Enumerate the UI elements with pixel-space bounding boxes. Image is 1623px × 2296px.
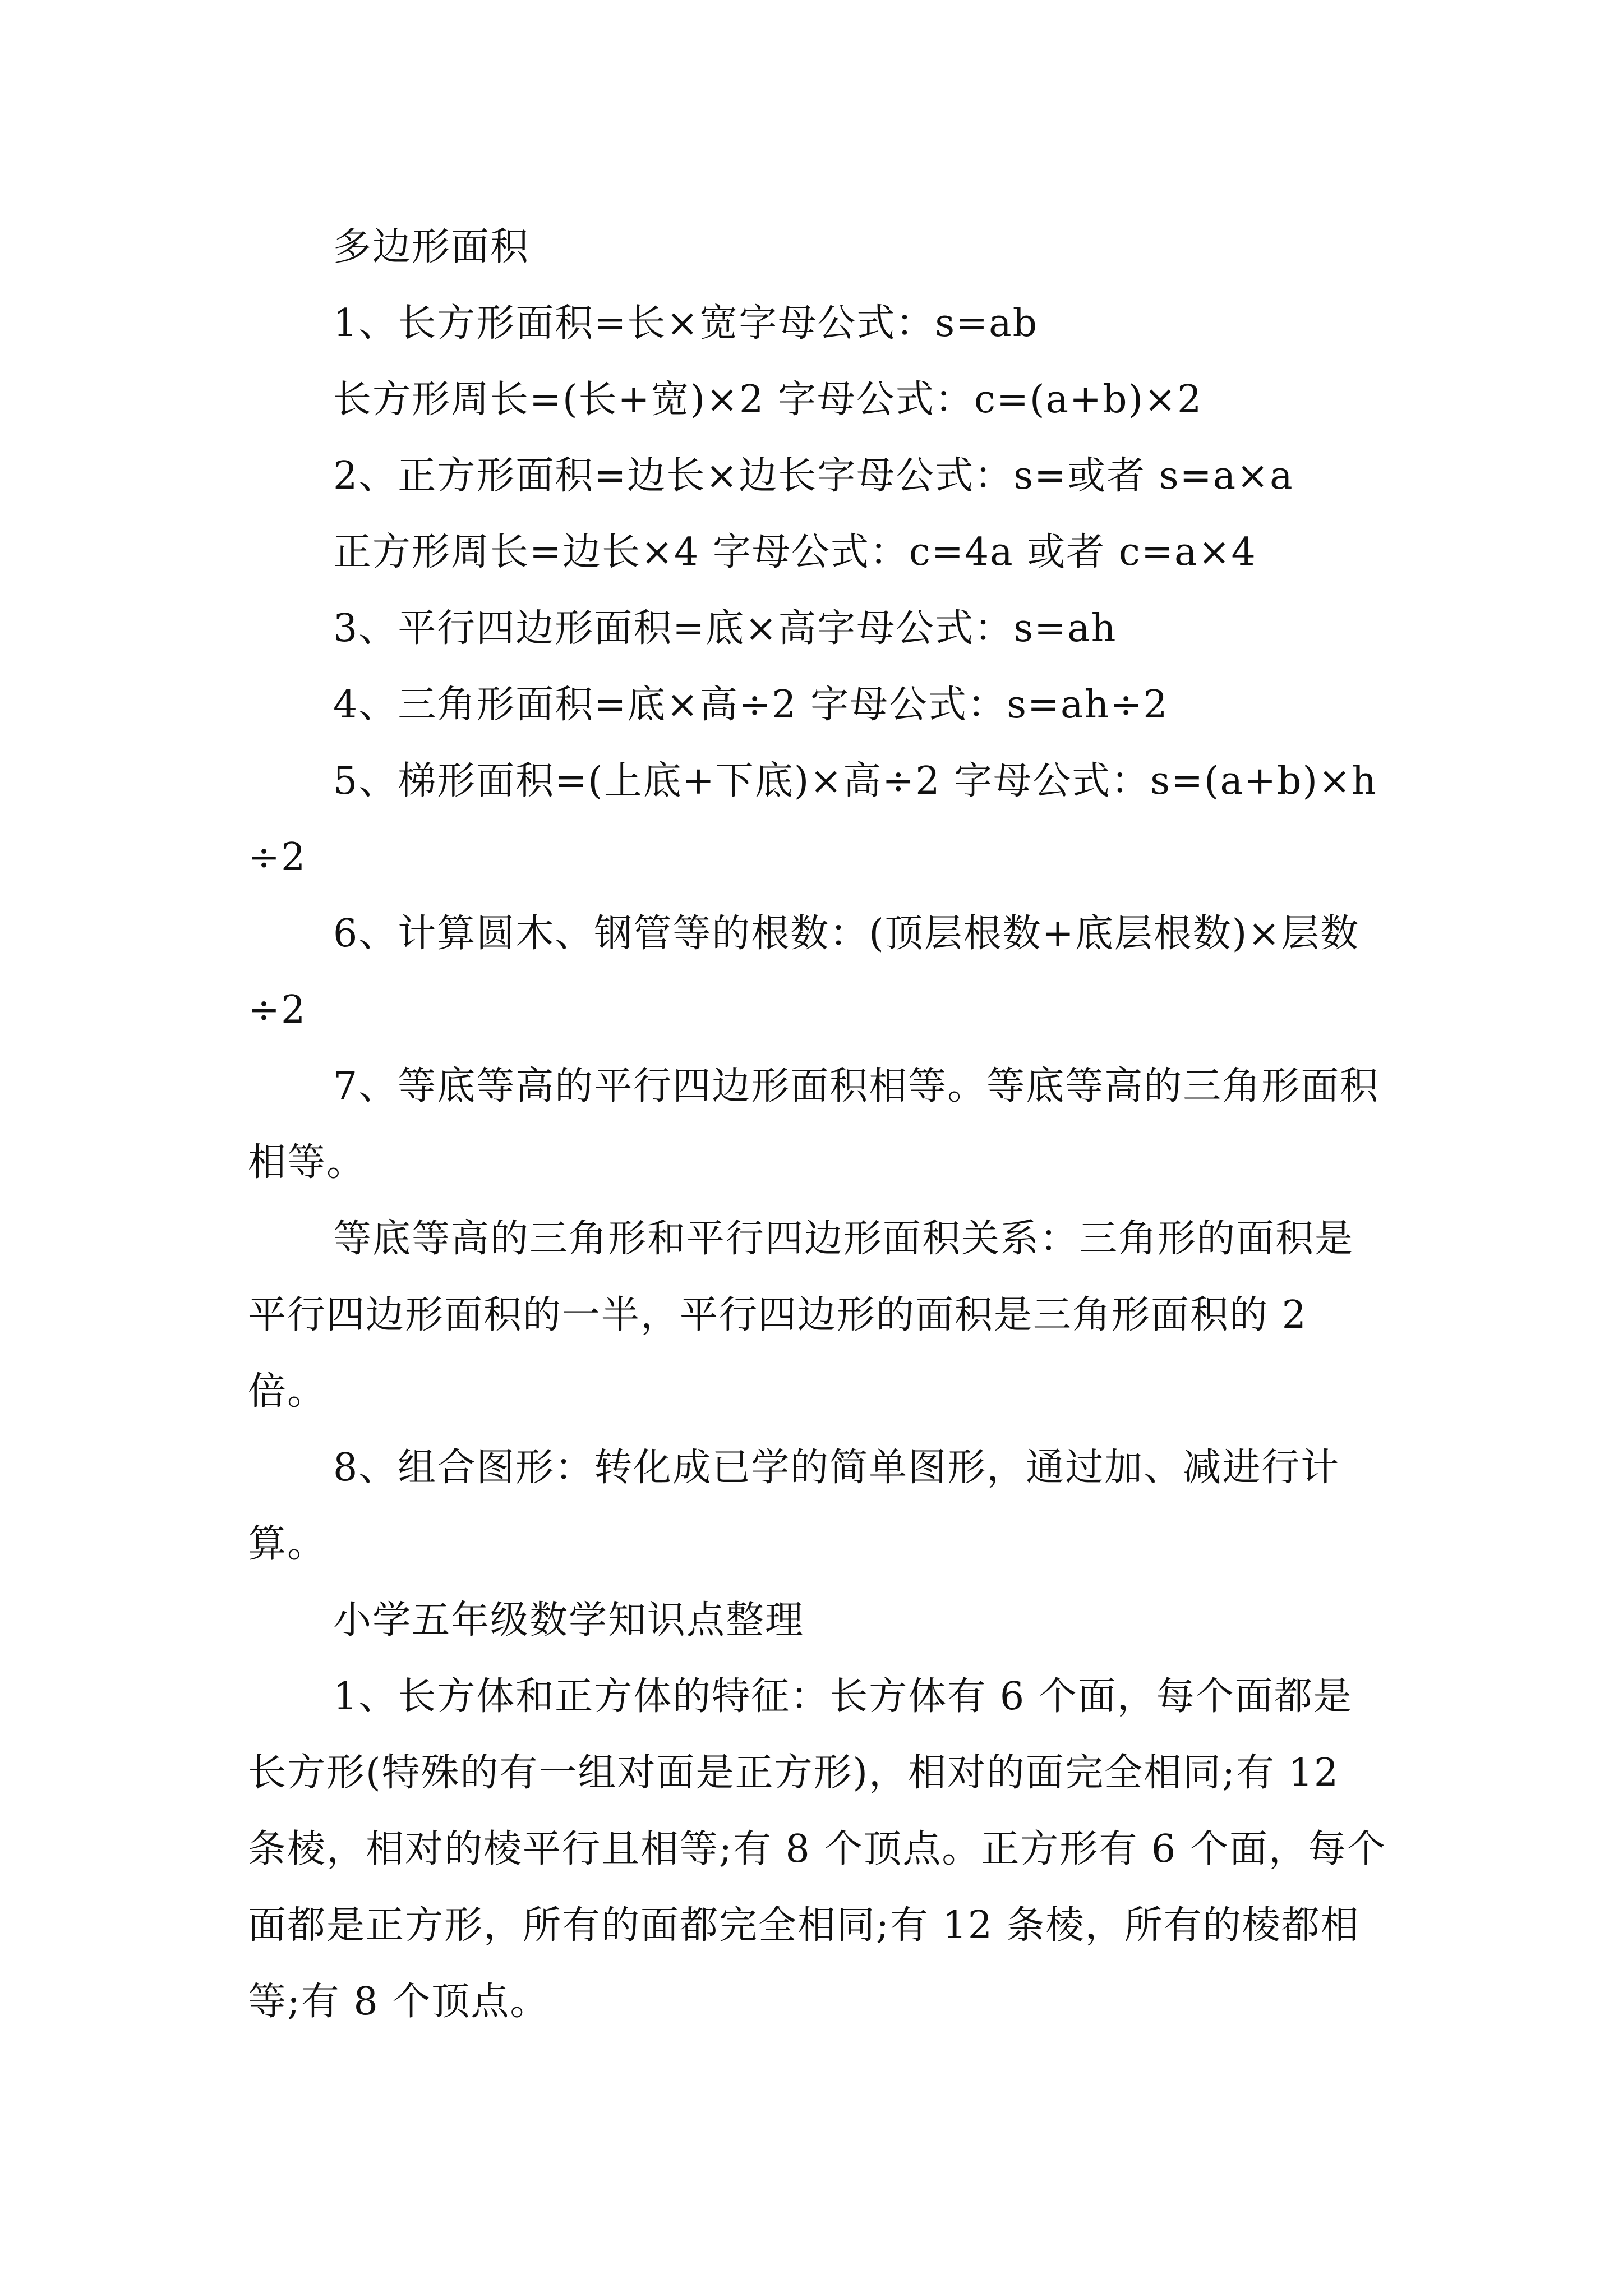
paragraph-square-perimeter: 正方形周长=边长×4 字母公式：c=4a 或者 c=a×4 xyxy=(333,530,1257,574)
paragraph-log-count: 6、计算圆木、钢管等的根数：(顶层根数+底层根数)×层数÷2 xyxy=(248,912,1360,1032)
paragraph-parallelogram-area: 3、平行四边形面积=底×高字母公式：s=ah xyxy=(333,606,1117,651)
section-title-grade-five-math: 小学五年级数学知识点整理 xyxy=(333,1598,805,1642)
paragraph-equal-base-height: 7、等底等高的平行四边形面积相等。等底等高的三角形面积相等。 xyxy=(248,1064,1380,1185)
paragraph-triangle-area: 4、三角形面积=底×高÷2 字母公式：s=ah÷2 xyxy=(333,683,1169,727)
paragraph-rectangle-perimeter: 长方形周长=(长+宽)×2 字母公式：c=(a+b)×2 xyxy=(333,378,1203,422)
paragraph-rectangle-area: 1、长方形面积=长×宽字母公式：s=ab xyxy=(333,301,1039,346)
section-title-polygon-area: 多边形面积 xyxy=(333,225,530,269)
paragraph-composite-shapes: 8、组合图形：转化成已学的简单图形，通过加、减进行计算。 xyxy=(248,1446,1340,1566)
document-body xyxy=(248,209,1386,2040)
paragraph-cuboid-cube-features: 1、长方体和正方体的特征：长方体有 6 个面，每个面都是长方形(特殊的有一组对面是正方形)，相对的面完全相同;有 12 条棱，相对的棱平行且相等;有 8 个顶点。正方形有 6 个面，每个面都是正方形，所有的面都完全相同;有 12 条棱，所有的棱都相等;有 8 个顶点。 xyxy=(248,1674,1386,2024)
paragraph-trapezoid-area: 5、梯形面积=(上底+下底)×高÷2 字母公式：s=(a+b)×h÷2 xyxy=(248,759,1377,880)
paragraph-square-area: 2、正方形面积=边长×边长字母公式：s=或者 s=a×a xyxy=(333,454,1294,498)
paragraph-triangle-parallelogram-relation: 等底等高的三角形和平行四边形面积关系：三角形的面积是平行四边形面积的一半，平行四边形的面积是三角形面积的 2 倍。 xyxy=(248,1217,1354,1414)
